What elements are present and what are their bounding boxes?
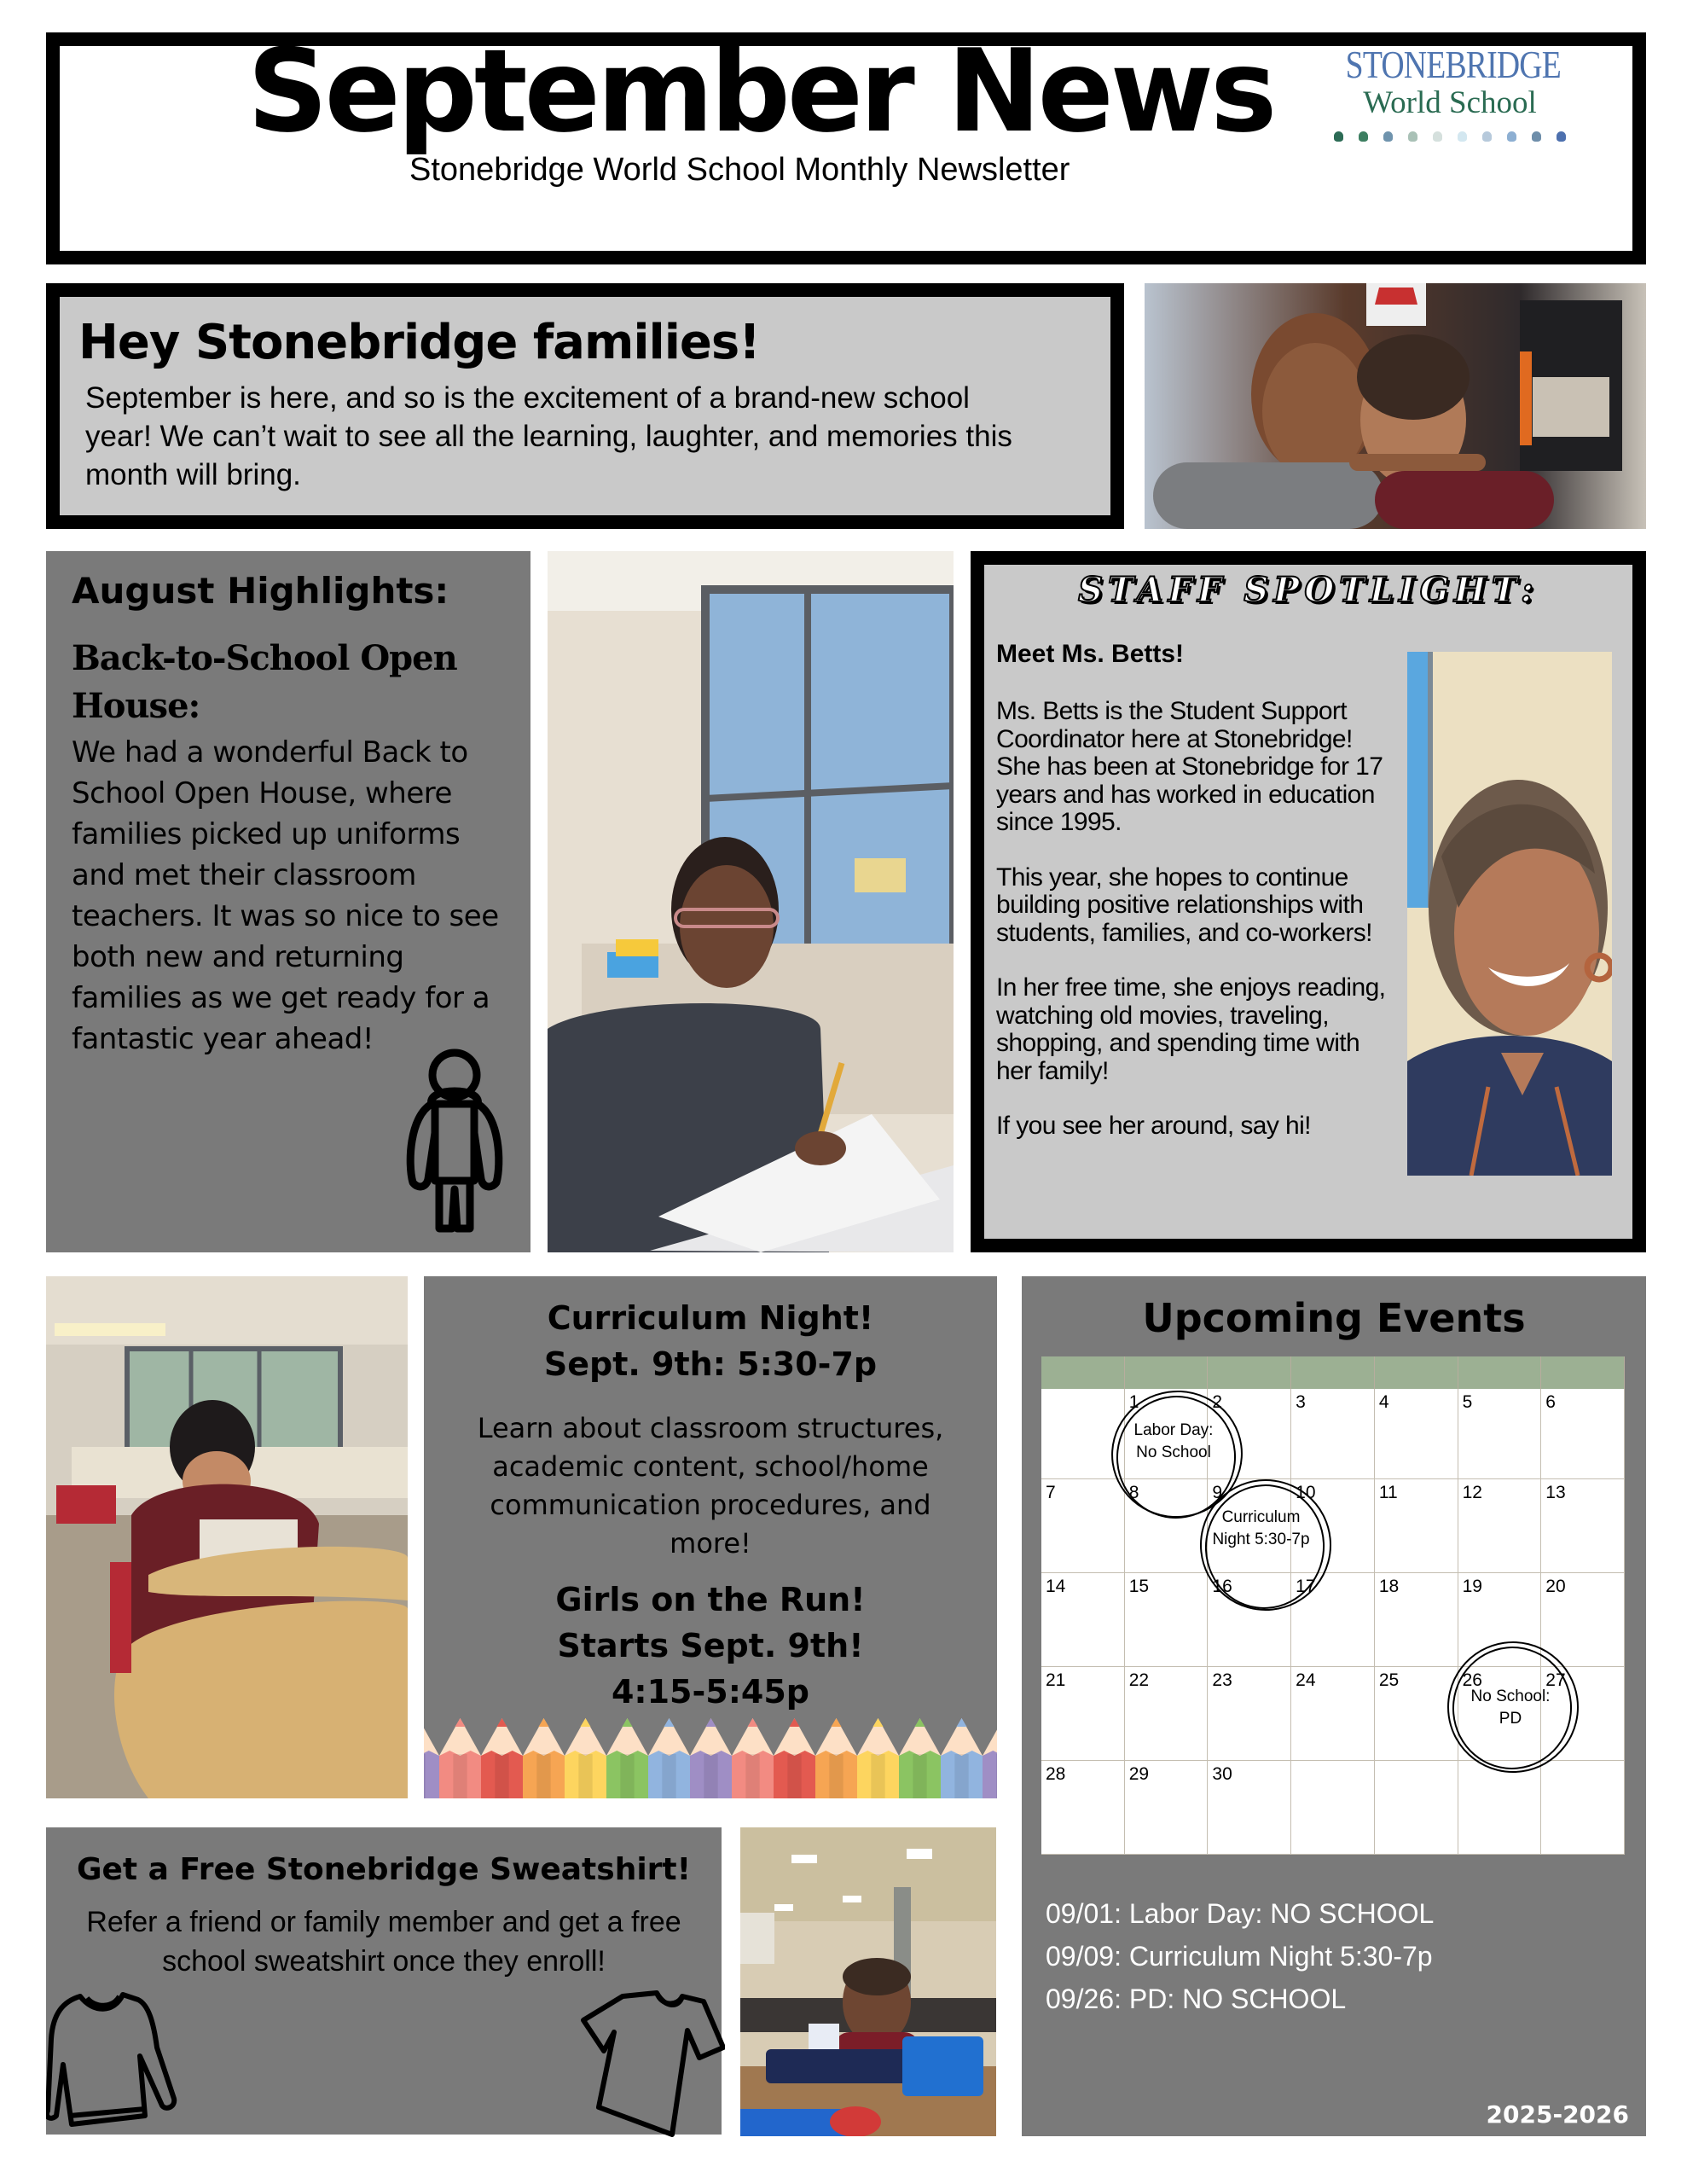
pencil-icon	[439, 1718, 481, 1798]
curriculum-title: Curriculum Night!	[547, 1299, 874, 1337]
pencil-border	[424, 1718, 997, 1798]
staff-bio-paragraph: If you see her around, say hi!	[996, 1112, 1311, 1140]
welcome-title: Hey Stonebridge families!	[78, 315, 760, 370]
august-body: We had a wonderful Back to School Open House, where families picked up uniforms and met their classroom teachers. It was so nice to see both new and returning families as we get ready for a fantastic year ahead!	[72, 735, 499, 1056]
logo-dot	[1408, 131, 1417, 142]
september-calendar	[1041, 1356, 1625, 1855]
welcome-body: September is here, and so is the excitement of a brand-new school year! We can’t wait to see all the learning, laughter, and memories this month will bring.	[85, 381, 1012, 491]
logo-line2: World School	[1363, 85, 1537, 120]
calendar-day: 12	[1458, 1479, 1542, 1573]
event-item: 09/26: PD: NO SCHOOL	[1046, 1984, 1347, 2014]
calendar-day	[1291, 1761, 1375, 1855]
calendar-day: 15	[1125, 1573, 1209, 1667]
calendar-day: 29	[1125, 1761, 1209, 1855]
pencil-icon	[815, 1718, 857, 1798]
august-title: August Highlights:	[72, 570, 449, 612]
boy-reading-photo	[46, 1276, 408, 1798]
calendar-day: 1	[1125, 1389, 1209, 1479]
calendar-day: 17	[1291, 1573, 1375, 1667]
calendar-day: 4	[1375, 1389, 1458, 1479]
calendar-day: 14	[1041, 1573, 1125, 1667]
calendar-day: 11	[1375, 1479, 1458, 1573]
sweatshirt-title: Get a Free Stonebridge Sweatshirt!	[76, 1852, 692, 1887]
calendar-day: 13	[1541, 1479, 1625, 1573]
logo-dot	[1532, 131, 1541, 142]
pencil-icon	[899, 1718, 941, 1798]
calendar-day: 2	[1208, 1389, 1291, 1479]
calendar-day: 10	[1291, 1479, 1375, 1573]
curriculum-date: Sept. 9th: 5:30-7p	[543, 1345, 878, 1383]
calendar-day: 26	[1458, 1667, 1542, 1761]
calendar-day: 25	[1375, 1667, 1458, 1761]
pencil-icon	[606, 1718, 648, 1798]
calendar-day	[1375, 1761, 1458, 1855]
gotr-time: 4:15-5:45p	[611, 1673, 809, 1711]
pencil-icon	[941, 1718, 983, 1798]
august-subtitle: Back-to-School Open House:	[72, 638, 457, 726]
calendar-day: 19	[1458, 1573, 1542, 1667]
calendar-day: 21	[1041, 1667, 1125, 1761]
gotr-date: Starts Sept. 9th!	[557, 1627, 864, 1664]
logo-dot	[1482, 131, 1492, 142]
logo-dot	[1458, 131, 1467, 142]
calendar-day: 3	[1291, 1389, 1375, 1479]
staff-bio	[996, 698, 1397, 1168]
pd-day-note: No School: PD	[1470, 1687, 1551, 1728]
newsletter-title: September News	[247, 25, 1274, 158]
pencil-icon	[690, 1718, 732, 1798]
pencil-icon	[565, 1718, 606, 1798]
calendar-header-row	[1041, 1356, 1625, 1389]
calendar-day: 5	[1458, 1389, 1542, 1479]
pencil-icon	[857, 1718, 899, 1798]
calendar-day: 23	[1208, 1667, 1291, 1761]
calendar-day	[1458, 1761, 1542, 1855]
gotr-title: Girls on the Run!	[555, 1581, 866, 1618]
logo-dot	[1507, 131, 1516, 142]
staff-bio-paragraph: Ms. Betts is the Student Support Coordinator here at Stonebridge! She has been at Stonebridge for 17 years and has worked in education since 1995.	[996, 697, 1383, 836]
calendar-day: 30	[1208, 1761, 1291, 1855]
staff-bio-paragraph: This year, she hopes to continue building positive relationships with students, families, and co-workers!	[996, 863, 1372, 947]
curriculum-body: Learn about classroom structures, academic content, school/home communication procedures, and more!	[477, 1412, 944, 1560]
curriculum-night-note: Curriculum Night 5:30-7p	[1212, 1508, 1310, 1548]
student-backpack-icon	[401, 1044, 512, 1234]
pencil-icon	[774, 1718, 815, 1798]
pencil-icon	[523, 1718, 565, 1798]
staff-spotlight-title: STAFF SPOTLIGHT:	[1078, 570, 1539, 610]
ms-betts-photo	[1407, 652, 1612, 1176]
school-logo	[1322, 43, 1578, 142]
logo-line1: STONEBRIDGE	[1345, 43, 1561, 86]
events-list	[1046, 1892, 1434, 2020]
calendar-day: 18	[1375, 1573, 1458, 1667]
calendar-day	[1541, 1761, 1625, 1855]
staff-bio-paragraph: In her free time, she enjoys reading, watching old movies, traveling, shopping, and spending time with her family!	[996, 973, 1386, 1085]
calendar-day: 16	[1208, 1573, 1291, 1667]
calendar-day: 22	[1125, 1667, 1209, 1761]
calendar-day: 24	[1291, 1667, 1375, 1761]
logo-dot	[1334, 131, 1343, 142]
girls-on-the-run	[424, 1577, 997, 1715]
upcoming-events-title: Upcoming Events	[1142, 1295, 1526, 1341]
curriculum-heading	[424, 1295, 997, 1387]
pencil-icon	[481, 1718, 523, 1798]
staff-meet-heading: Meet Ms. Betts!	[996, 640, 1185, 668]
pencil-icon	[983, 1718, 997, 1798]
school-year: 2025-2026	[1486, 2100, 1629, 2129]
pencil-icon	[732, 1718, 774, 1798]
pencil-icon	[424, 1718, 439, 1798]
logo-dot	[1557, 131, 1566, 142]
tshirt-icon	[580, 1988, 725, 2141]
event-item: 09/09: Curriculum Night 5:30-7p	[1046, 1941, 1433, 1972]
calendar-day: 9	[1208, 1479, 1291, 1573]
event-item: 09/01: Labor Day: NO SCHOOL	[1046, 1898, 1435, 1929]
calendar-day: 6	[1541, 1389, 1625, 1479]
logo-dot	[1359, 131, 1368, 142]
cafeteria-photo	[740, 1827, 996, 2136]
sweatshirt-icon	[46, 1988, 183, 2133]
calendar-day: 20	[1541, 1573, 1625, 1667]
logo-dot	[1433, 131, 1442, 142]
labor-day-note: Labor Day: No School	[1133, 1421, 1214, 1461]
logo-dots	[1322, 131, 1578, 142]
logo-dot	[1383, 131, 1393, 142]
calendar-day: 27	[1541, 1667, 1625, 1761]
calendar-day: 7	[1041, 1479, 1125, 1573]
calendar-day: 8	[1125, 1479, 1209, 1573]
newsletter-subtitle: Stonebridge World School Monthly Newsletter	[409, 152, 1070, 188]
sweatshirt-body: Refer a friend or family member and get a free school sweatshirt once they enroll!	[86, 1906, 681, 1978]
pencil-icon	[648, 1718, 690, 1798]
girl-writing-photo	[548, 551, 954, 1252]
calendar-day: 28	[1041, 1761, 1125, 1855]
students-hug-photo	[1145, 283, 1646, 529]
